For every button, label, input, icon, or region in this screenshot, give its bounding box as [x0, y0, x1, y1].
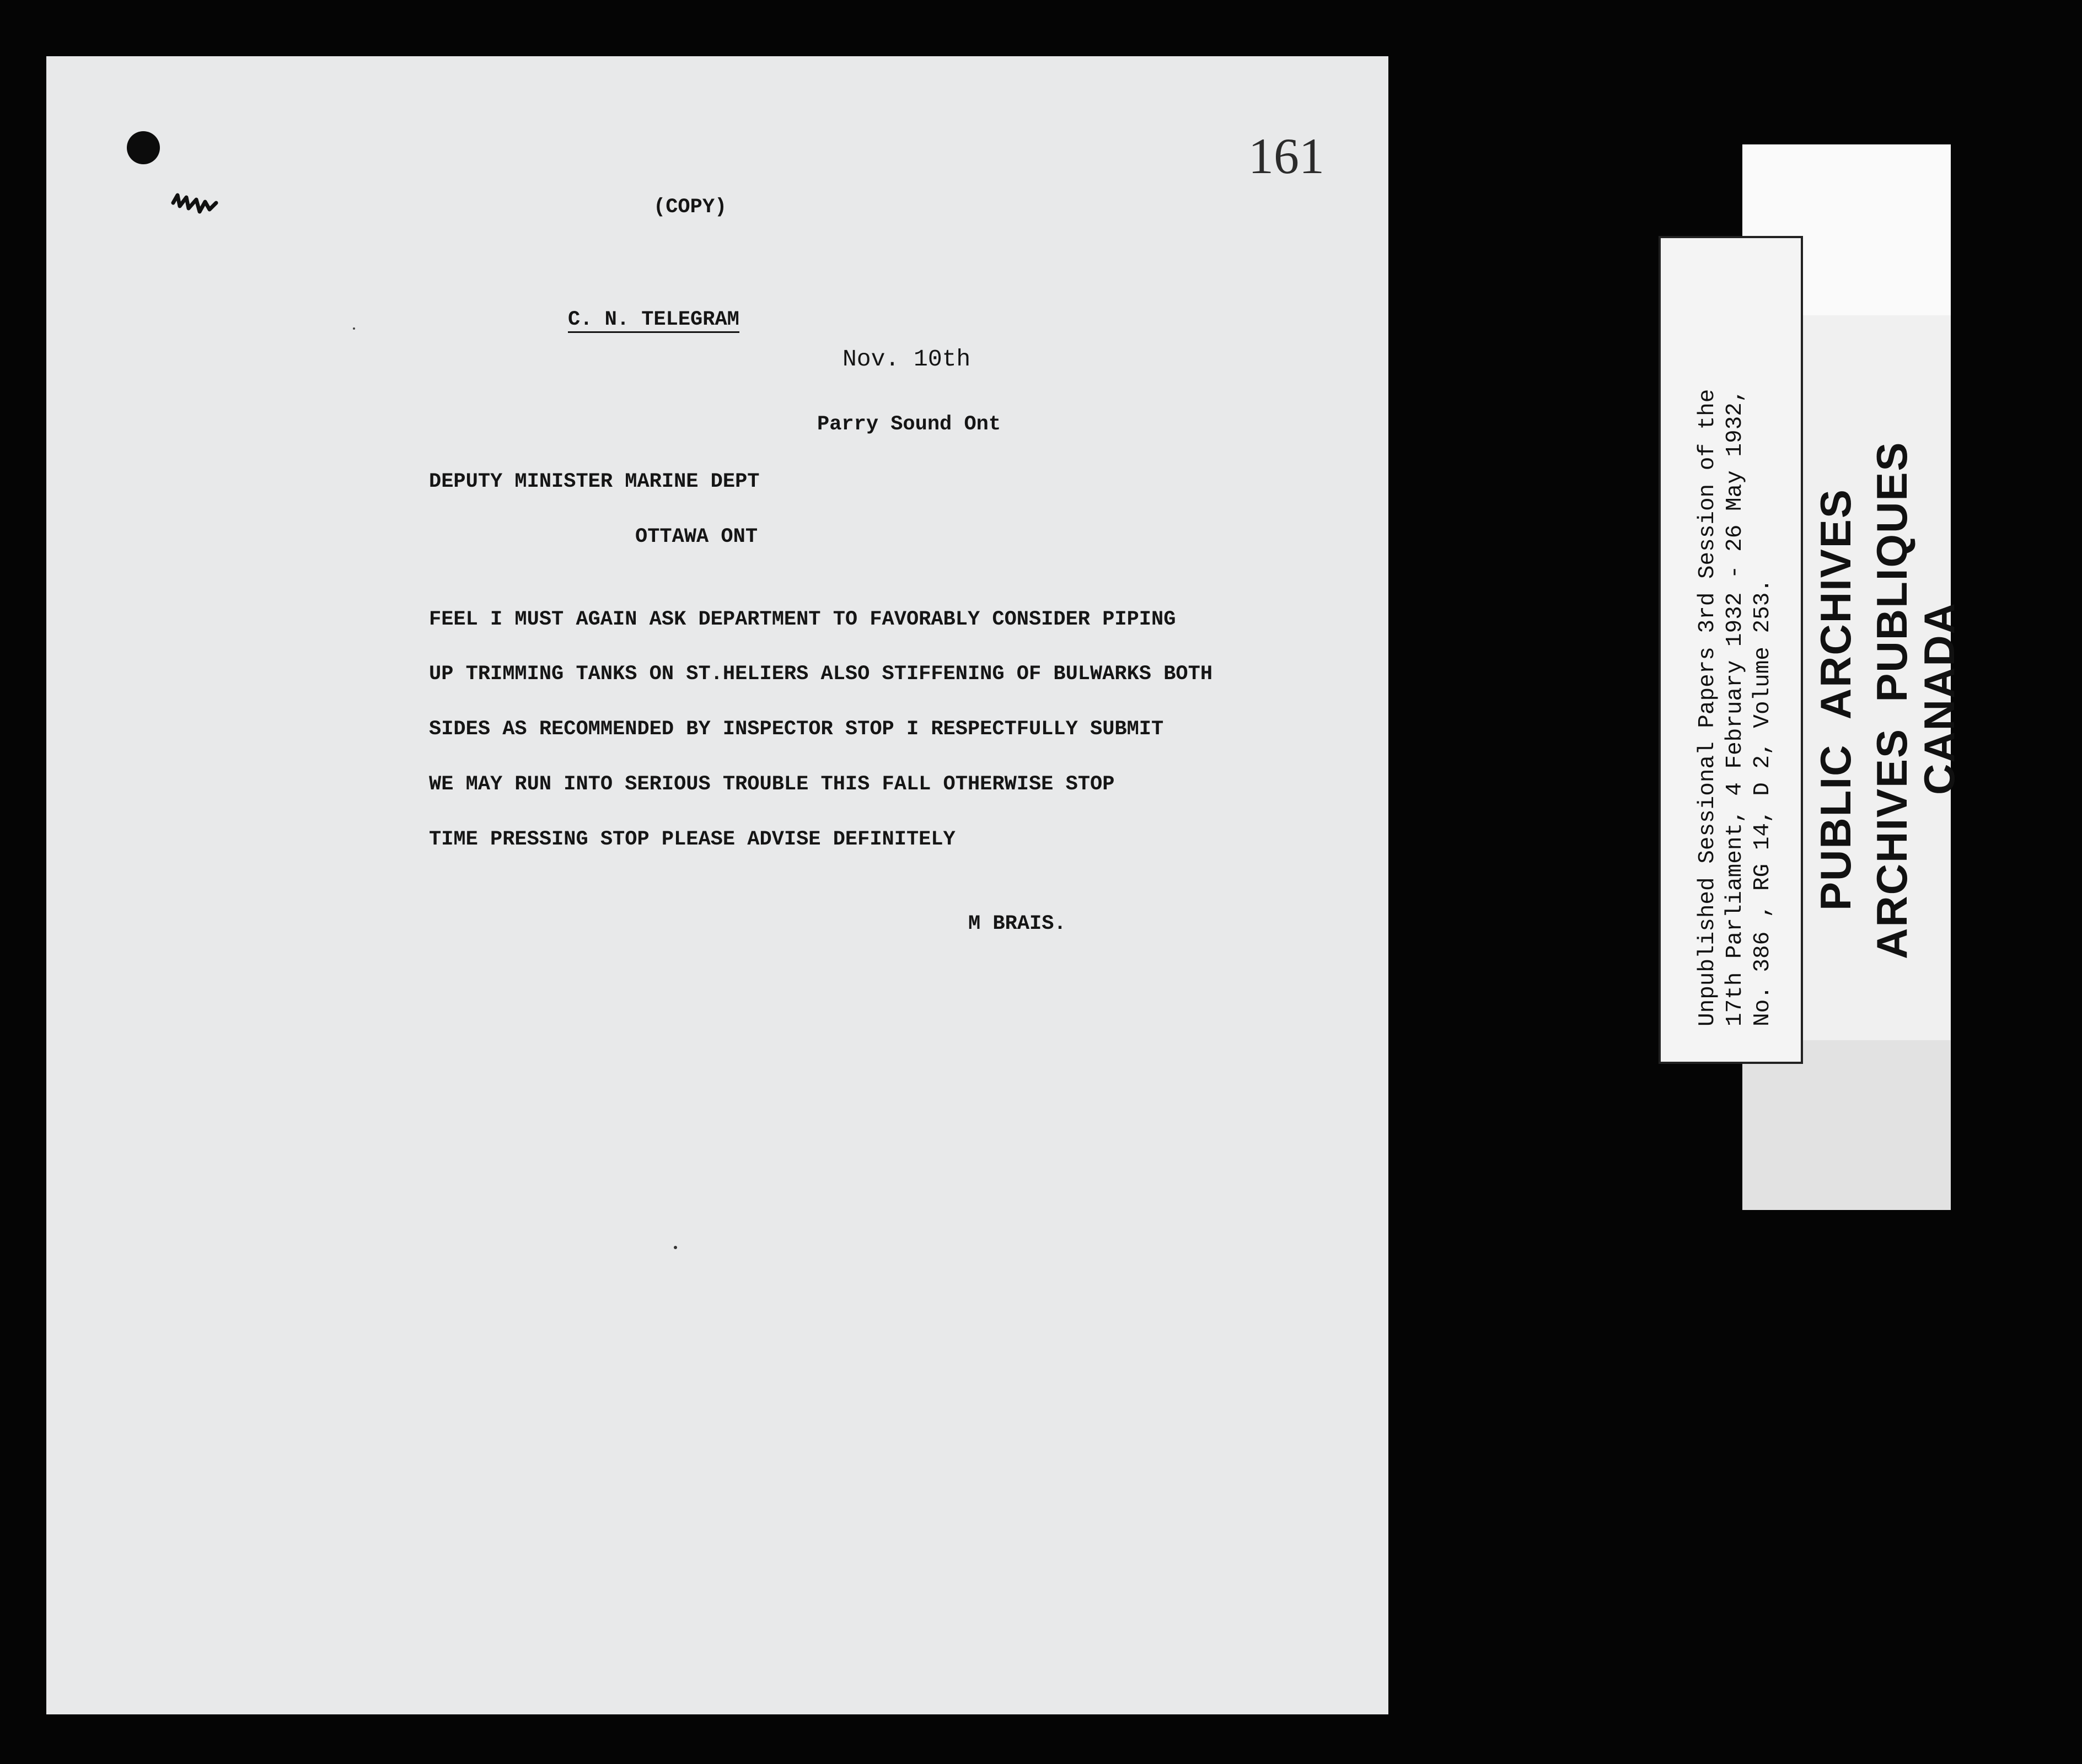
telegram-origin: Parry Sound Ont [817, 413, 1001, 436]
archive-card-line-2: ARCHIVES PUBLIQUES [1868, 441, 1916, 959]
recipient-line-2: OTTAWA ONT [635, 525, 758, 548]
label-line-2: 17th Parliament, 4 February 1932 - 26 May 1932, [1723, 389, 1748, 1026]
label-line-3: No. 386 , RG 14, D 2, Volume 253. [1750, 579, 1775, 1026]
speck-mark [674, 1246, 677, 1249]
body-line: WE MAY RUN INTO SERIOUS TROUBLE THIS FALL OTHERWISE STOP [429, 773, 1115, 796]
archive-card-line-1: PUBLIC ARCHIVES [1811, 488, 1860, 911]
page-number: 161 [1248, 128, 1324, 184]
body-line: TIME PRESSING STOP PLEASE ADVISE DEFINITELY [429, 828, 956, 851]
recipient-line-1: DEPUTY MINISTER MARINE DEPT [429, 470, 760, 493]
speck-mark [353, 327, 355, 330]
copy-marker: (COPY) [653, 196, 727, 219]
pencil-scribble-mark [171, 187, 221, 220]
telegram-date: Nov. 10th [843, 346, 971, 373]
body-line: UP TRIMMING TANKS ON ST.HELIERS ALSO STIFFENING OF BULWARKS BOTH [429, 663, 1213, 686]
finding-aid-label [1659, 236, 1803, 1064]
archive-card-bottom-band [1742, 1040, 1951, 1210]
body-line: FEEL I MUST AGAIN ASK DEPARTMENT TO FAVORABLY CONSIDER PIPING [429, 608, 1176, 631]
body-line: SIDES AS RECOMMENDED BY INSPECTOR STOP I RESPECTFULLY SUBMIT [429, 718, 1164, 741]
document-page [46, 56, 1388, 1714]
label-line-1: Unpublished Sessional Papers 3rd Session of the [1695, 389, 1720, 1026]
signature: M BRAIS. [968, 912, 1066, 935]
telegram-heading: C. N. TELEGRAM [568, 310, 739, 333]
archive-card-line-3: CANADA [1915, 602, 1963, 795]
hole-punch-mark [127, 131, 160, 164]
